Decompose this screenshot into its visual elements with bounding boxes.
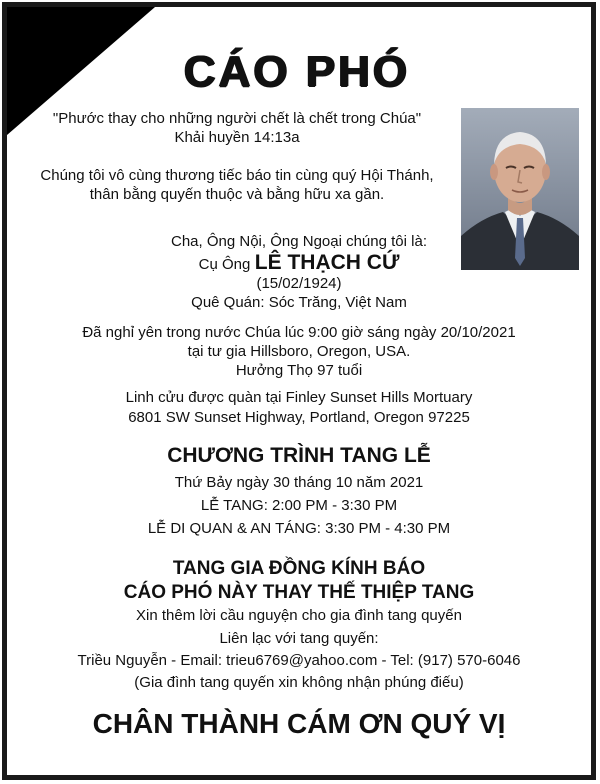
intro-line-2: thân bằng quyến thuộc và bằng hữu xa gần. bbox=[89, 186, 385, 203]
contact-label: Liên lạc với tang quyến: bbox=[219, 630, 379, 647]
no-donations-note: (Gia đình tang quyến xin không nhận phúng điếu) bbox=[134, 674, 464, 691]
program-heading: CHƯƠNG TRÌNH TANG LỄ bbox=[167, 444, 431, 467]
prayer-request: Xin thêm lời cầu nguyện cho gia đình tang quyến bbox=[136, 607, 462, 624]
family-heading-1: TANG GIA ĐỒNG KÍNH BÁO bbox=[172, 558, 426, 579]
family-heading-2: CÁO PHÓ NÀY THAY THẾ THIỆP TANG bbox=[123, 582, 475, 603]
relation-line: Cha, Ông Nội, Ông Ngoại chúng tôi là: bbox=[171, 233, 427, 250]
passing-age: Hưởng Thọ 97 tuổi bbox=[235, 362, 363, 379]
obituary-card bbox=[2, 2, 596, 780]
verse-reference: Khải huyền 14:13a bbox=[174, 129, 300, 146]
closing-thanks: CHÂN THÀNH CÁM ƠN QUÝ VỊ bbox=[92, 708, 506, 739]
passing-line-1: Đã nghỉ yên trong nước Chúa lúc 9:00 giờ sáng ngày 20/10/2021 bbox=[82, 324, 516, 341]
viewing-location: Linh cửu được quàn tại Finley Sunset Hills Mortuary bbox=[125, 389, 473, 406]
honorific: Cụ Ông bbox=[198, 256, 251, 273]
verse-quote: "Phước thay cho những người chết là chết trong Chúa" bbox=[52, 110, 422, 127]
funeral-time: LỄ TANG: 2:00 PM - 3:30 PM bbox=[200, 497, 398, 514]
program-date: Thứ Bảy ngày 30 tháng 10 năm 2021 bbox=[174, 474, 424, 491]
contact-details: Triều Nguyễn - Email: trieu6769@yahoo.com - Tel: (917) 570-6046 bbox=[77, 652, 521, 669]
hometown: Quê Quán: Sóc Trăng, Việt Nam bbox=[191, 294, 407, 311]
passing-line-2: tại tư gia Hillsboro, Oregon, USA. bbox=[187, 343, 411, 360]
intro-line-1: Chúng tôi vô cùng thương tiếc báo tin cùng quý Hội Thánh, bbox=[40, 167, 434, 184]
obituary-title: CÁO PHÓ bbox=[183, 47, 411, 96]
deceased-name-line bbox=[7, 250, 591, 278]
birth-date: (15/02/1924) bbox=[256, 275, 342, 292]
viewing-address: 6801 SW Sunset Highway, Portland, Oregon 97225 bbox=[128, 409, 470, 426]
deceased-name: LÊ THẠCH CỨ bbox=[254, 251, 400, 274]
burial-time: LỄ DI QUAN & AN TÁNG: 3:30 PM - 4:30 PM bbox=[147, 520, 451, 537]
